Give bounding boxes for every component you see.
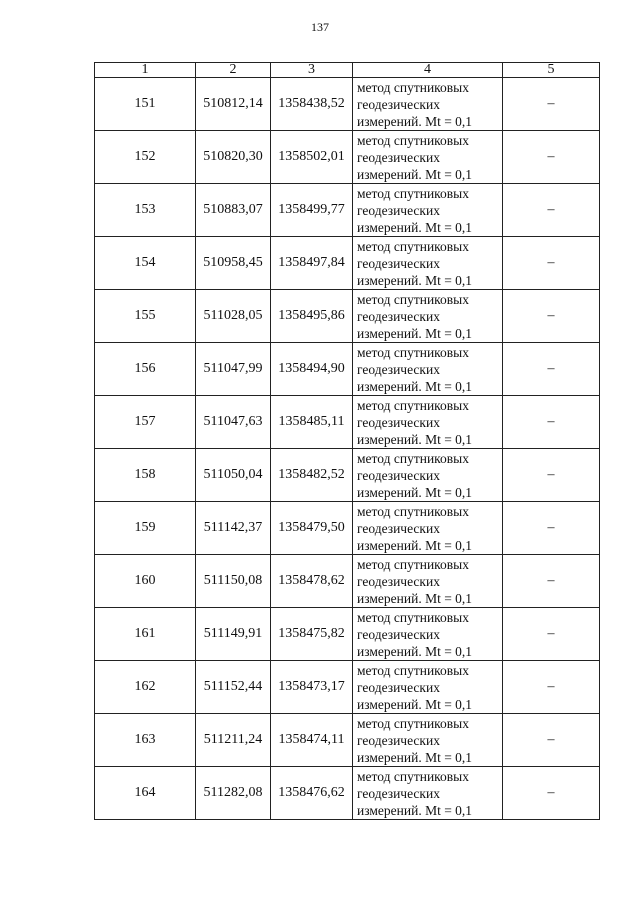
point-number-cell: 161 [95,608,196,661]
note-cell: – [503,555,600,608]
method-cell [353,78,503,131]
header-col-3: 3 [271,63,353,78]
table-body [95,78,600,820]
method-line: геодезических [357,308,440,324]
note-cell: – [503,131,600,184]
method-line: измерений. Mt = 0,1 [357,272,473,288]
method-line: метод спутниковых [357,503,469,519]
note-cell: – [503,767,600,820]
table-header [95,63,600,78]
method-line: геодезических [357,520,440,536]
method-line: геодезических [357,361,440,377]
x-coordinate-cell: 511282,08 [196,767,271,820]
method-line: геодезических [357,467,440,483]
y-coordinate-cell: 1358473,17 [271,661,353,714]
point-number-cell: 162 [95,661,196,714]
y-coordinate-cell: 1358497,84 [271,237,353,290]
method-cell [353,661,503,714]
point-number-cell: 164 [95,767,196,820]
method-line: метод спутниковых [357,556,469,572]
y-coordinate-cell: 1358475,82 [271,608,353,661]
table-row [95,343,600,396]
header-col-1: 1 [95,63,196,78]
method-line: геодезических [357,414,440,430]
note-cell: – [503,343,600,396]
x-coordinate-cell: 511150,08 [196,555,271,608]
method-line: метод спутниковых [357,132,469,148]
method-line: измерений. Mt = 0,1 [357,696,473,712]
point-number-cell: 159 [95,502,196,555]
y-coordinate-cell: 1358474,11 [271,714,353,767]
method-line: измерений. Mt = 0,1 [357,219,473,235]
method-line: метод спутниковых [357,291,469,307]
y-coordinate-cell: 1358438,52 [271,78,353,131]
header-col-2: 2 [196,63,271,78]
point-number-cell: 155 [95,290,196,343]
method-line: измерений. Mt = 0,1 [357,378,473,394]
method-line: измерений. Mt = 0,1 [357,431,473,447]
x-coordinate-cell: 511142,37 [196,502,271,555]
point-number-cell: 153 [95,184,196,237]
header-row [95,63,600,78]
method-line: геодезических [357,149,440,165]
method-cell [353,714,503,767]
point-number-cell: 160 [95,555,196,608]
note-cell: – [503,290,600,343]
note-cell: – [503,608,600,661]
table-row [95,555,600,608]
x-coordinate-cell: 511152,44 [196,661,271,714]
method-line: метод спутниковых [357,344,469,360]
method-line: измерений. Mt = 0,1 [357,590,473,606]
method-line: геодезических [357,96,440,112]
note-cell: – [503,449,600,502]
method-line: измерений. Mt = 0,1 [357,643,473,659]
method-line: измерений. Mt = 0,1 [357,166,473,182]
method-line: геодезических [357,679,440,695]
table-row [95,396,600,449]
table-row [95,661,600,714]
table-row [95,767,600,820]
method-line: измерений. Mt = 0,1 [357,537,473,553]
y-coordinate-cell: 1358495,86 [271,290,353,343]
method-line: метод спутниковых [357,609,469,625]
method-line: метод спутниковых [357,238,469,254]
table-row [95,237,600,290]
y-coordinate-cell: 1358482,52 [271,449,353,502]
method-line: метод спутниковых [357,185,469,201]
method-cell [353,396,503,449]
x-coordinate-cell: 511028,05 [196,290,271,343]
y-coordinate-cell: 1358494,90 [271,343,353,396]
method-cell [353,343,503,396]
table-row [95,608,600,661]
point-number-cell: 154 [95,237,196,290]
x-coordinate-cell: 510812,14 [196,78,271,131]
method-line: метод спутниковых [357,79,469,95]
x-coordinate-cell: 510958,45 [196,237,271,290]
note-cell: – [503,184,600,237]
method-line: геодезических [357,573,440,589]
method-line: метод спутниковых [357,768,469,784]
point-number-cell: 163 [95,714,196,767]
point-number-cell: 157 [95,396,196,449]
method-line: измерений. Mt = 0,1 [357,325,473,341]
table-row [95,290,600,343]
table-row [95,78,600,131]
table-row [95,131,600,184]
method-line: измерений. Mt = 0,1 [357,113,473,129]
method-cell [353,767,503,820]
note-cell: – [503,396,600,449]
table-row [95,184,600,237]
table-row [95,714,600,767]
method-line: измерений. Mt = 0,1 [357,802,473,818]
y-coordinate-cell: 1358478,62 [271,555,353,608]
x-coordinate-cell: 511149,91 [196,608,271,661]
table-row [95,502,600,555]
x-coordinate-cell: 511050,04 [196,449,271,502]
method-cell [353,555,503,608]
method-line: измерений. Mt = 0,1 [357,484,473,500]
y-coordinate-cell: 1358502,01 [271,131,353,184]
method-cell [353,449,503,502]
method-line: геодезических [357,255,440,271]
method-cell [353,608,503,661]
method-cell [353,502,503,555]
method-line: метод спутниковых [357,662,469,678]
page-number: 137 [311,20,329,34]
method-line: метод спутниковых [357,450,469,466]
method-cell [353,184,503,237]
y-coordinate-cell: 1358485,11 [271,396,353,449]
method-cell [353,237,503,290]
header-col-5: 5 [503,63,600,78]
method-cell [353,290,503,343]
x-coordinate-cell: 511211,24 [196,714,271,767]
x-coordinate-cell: 511047,63 [196,396,271,449]
note-cell: – [503,237,600,290]
point-number-cell: 152 [95,131,196,184]
note-cell: – [503,661,600,714]
method-line: измерений. Mt = 0,1 [357,749,473,765]
y-coordinate-cell: 1358499,77 [271,184,353,237]
method-line: геодезических [357,732,440,748]
point-number-cell: 151 [95,78,196,131]
note-cell: – [503,78,600,131]
point-number-cell: 156 [95,343,196,396]
header-col-4: 4 [353,63,503,78]
note-cell: – [503,502,600,555]
x-coordinate-cell: 510883,07 [196,184,271,237]
coordinates-table [94,62,600,820]
y-coordinate-cell: 1358476,62 [271,767,353,820]
method-line: геодезических [357,785,440,801]
point-number-cell: 158 [95,449,196,502]
note-cell: – [503,714,600,767]
method-cell [353,131,503,184]
method-line: метод спутниковых [357,715,469,731]
method-line: геодезических [357,626,440,642]
table-row [95,449,600,502]
method-line: метод спутниковых [357,397,469,413]
x-coordinate-cell: 510820,30 [196,131,271,184]
method-line: геодезических [357,202,440,218]
x-coordinate-cell: 511047,99 [196,343,271,396]
y-coordinate-cell: 1358479,50 [271,502,353,555]
